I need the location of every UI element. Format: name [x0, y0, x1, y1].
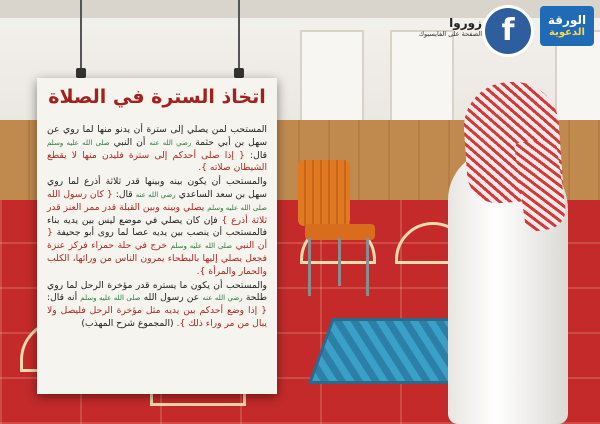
- facebook-icon[interactable]: f: [485, 8, 531, 54]
- window: [390, 30, 454, 124]
- hanging-poster: [37, 78, 277, 394]
- paragraph-3: والمستحب أن يكون ما يستره قدر مؤخرة الرحل لما روي طلحة رضي الله عنه عن رسول الله صلى الله عليه وسلم أنه قال: { إذا وضع أحدكم بين يديه مثل مؤخرة الرحل فليصل ولا يبال من مر وراء ذلك }. (المجموع شرح المهذب): [47, 279, 268, 329]
- paragraph-1: المستحب لمن يصلي إلى سترة أن يدنو منها لما روي عن سهل بن أبي حثمة رضي الله عنه أن النبي صلى الله عليه وسلم قال: { إذا صلى أحدكم إلى سترة فليدن منها لا يقطع الشيطان صلاته }.: [47, 124, 268, 174]
- paper-clip: [234, 68, 244, 78]
- paper-clip: [76, 68, 86, 78]
- paragraph-2: والمستحب أن يكون بينه وبينها قدر ثلاثة أذرع لما روي سهل بن سعد الساعدي رضي الله عنه قال: { كان رسول الله صلى الله عليه وسلم يصلي وبينه وبين القبلة قدر ممر العنز قدر ثلاثة أذرع } فإن كان يصلي في موضع ليس بين يديه بناء فالمستحب أن ينصب بين يديه عصا لما روى أبو جحيفة { أن النبي صلى الله عليه وسلم خرج في حلة حمراء فركز عنزة فجعل يصلي إليها بالبطحاء يمرون الناس من ورائها، الكلب والحمار والمرأة }.: [47, 176, 268, 277]
- hanging-string: [80, 0, 82, 74]
- chair: [298, 160, 350, 226]
- promo-subtitle: الصفحة على الفايسبوك: [418, 30, 482, 38]
- window: [300, 30, 364, 124]
- promo-title: زوروا: [449, 16, 482, 30]
- brand-logo: الورقة الدعوية: [540, 6, 594, 46]
- poster-title: اتخاذ السترة في الصلاة: [48, 86, 266, 108]
- facebook-promo[interactable]: [398, 16, 482, 38]
- hanging-string: [238, 0, 240, 74]
- source-citation: (المجموع شرح المهذب): [81, 317, 174, 329]
- poster-body: [47, 124, 267, 386]
